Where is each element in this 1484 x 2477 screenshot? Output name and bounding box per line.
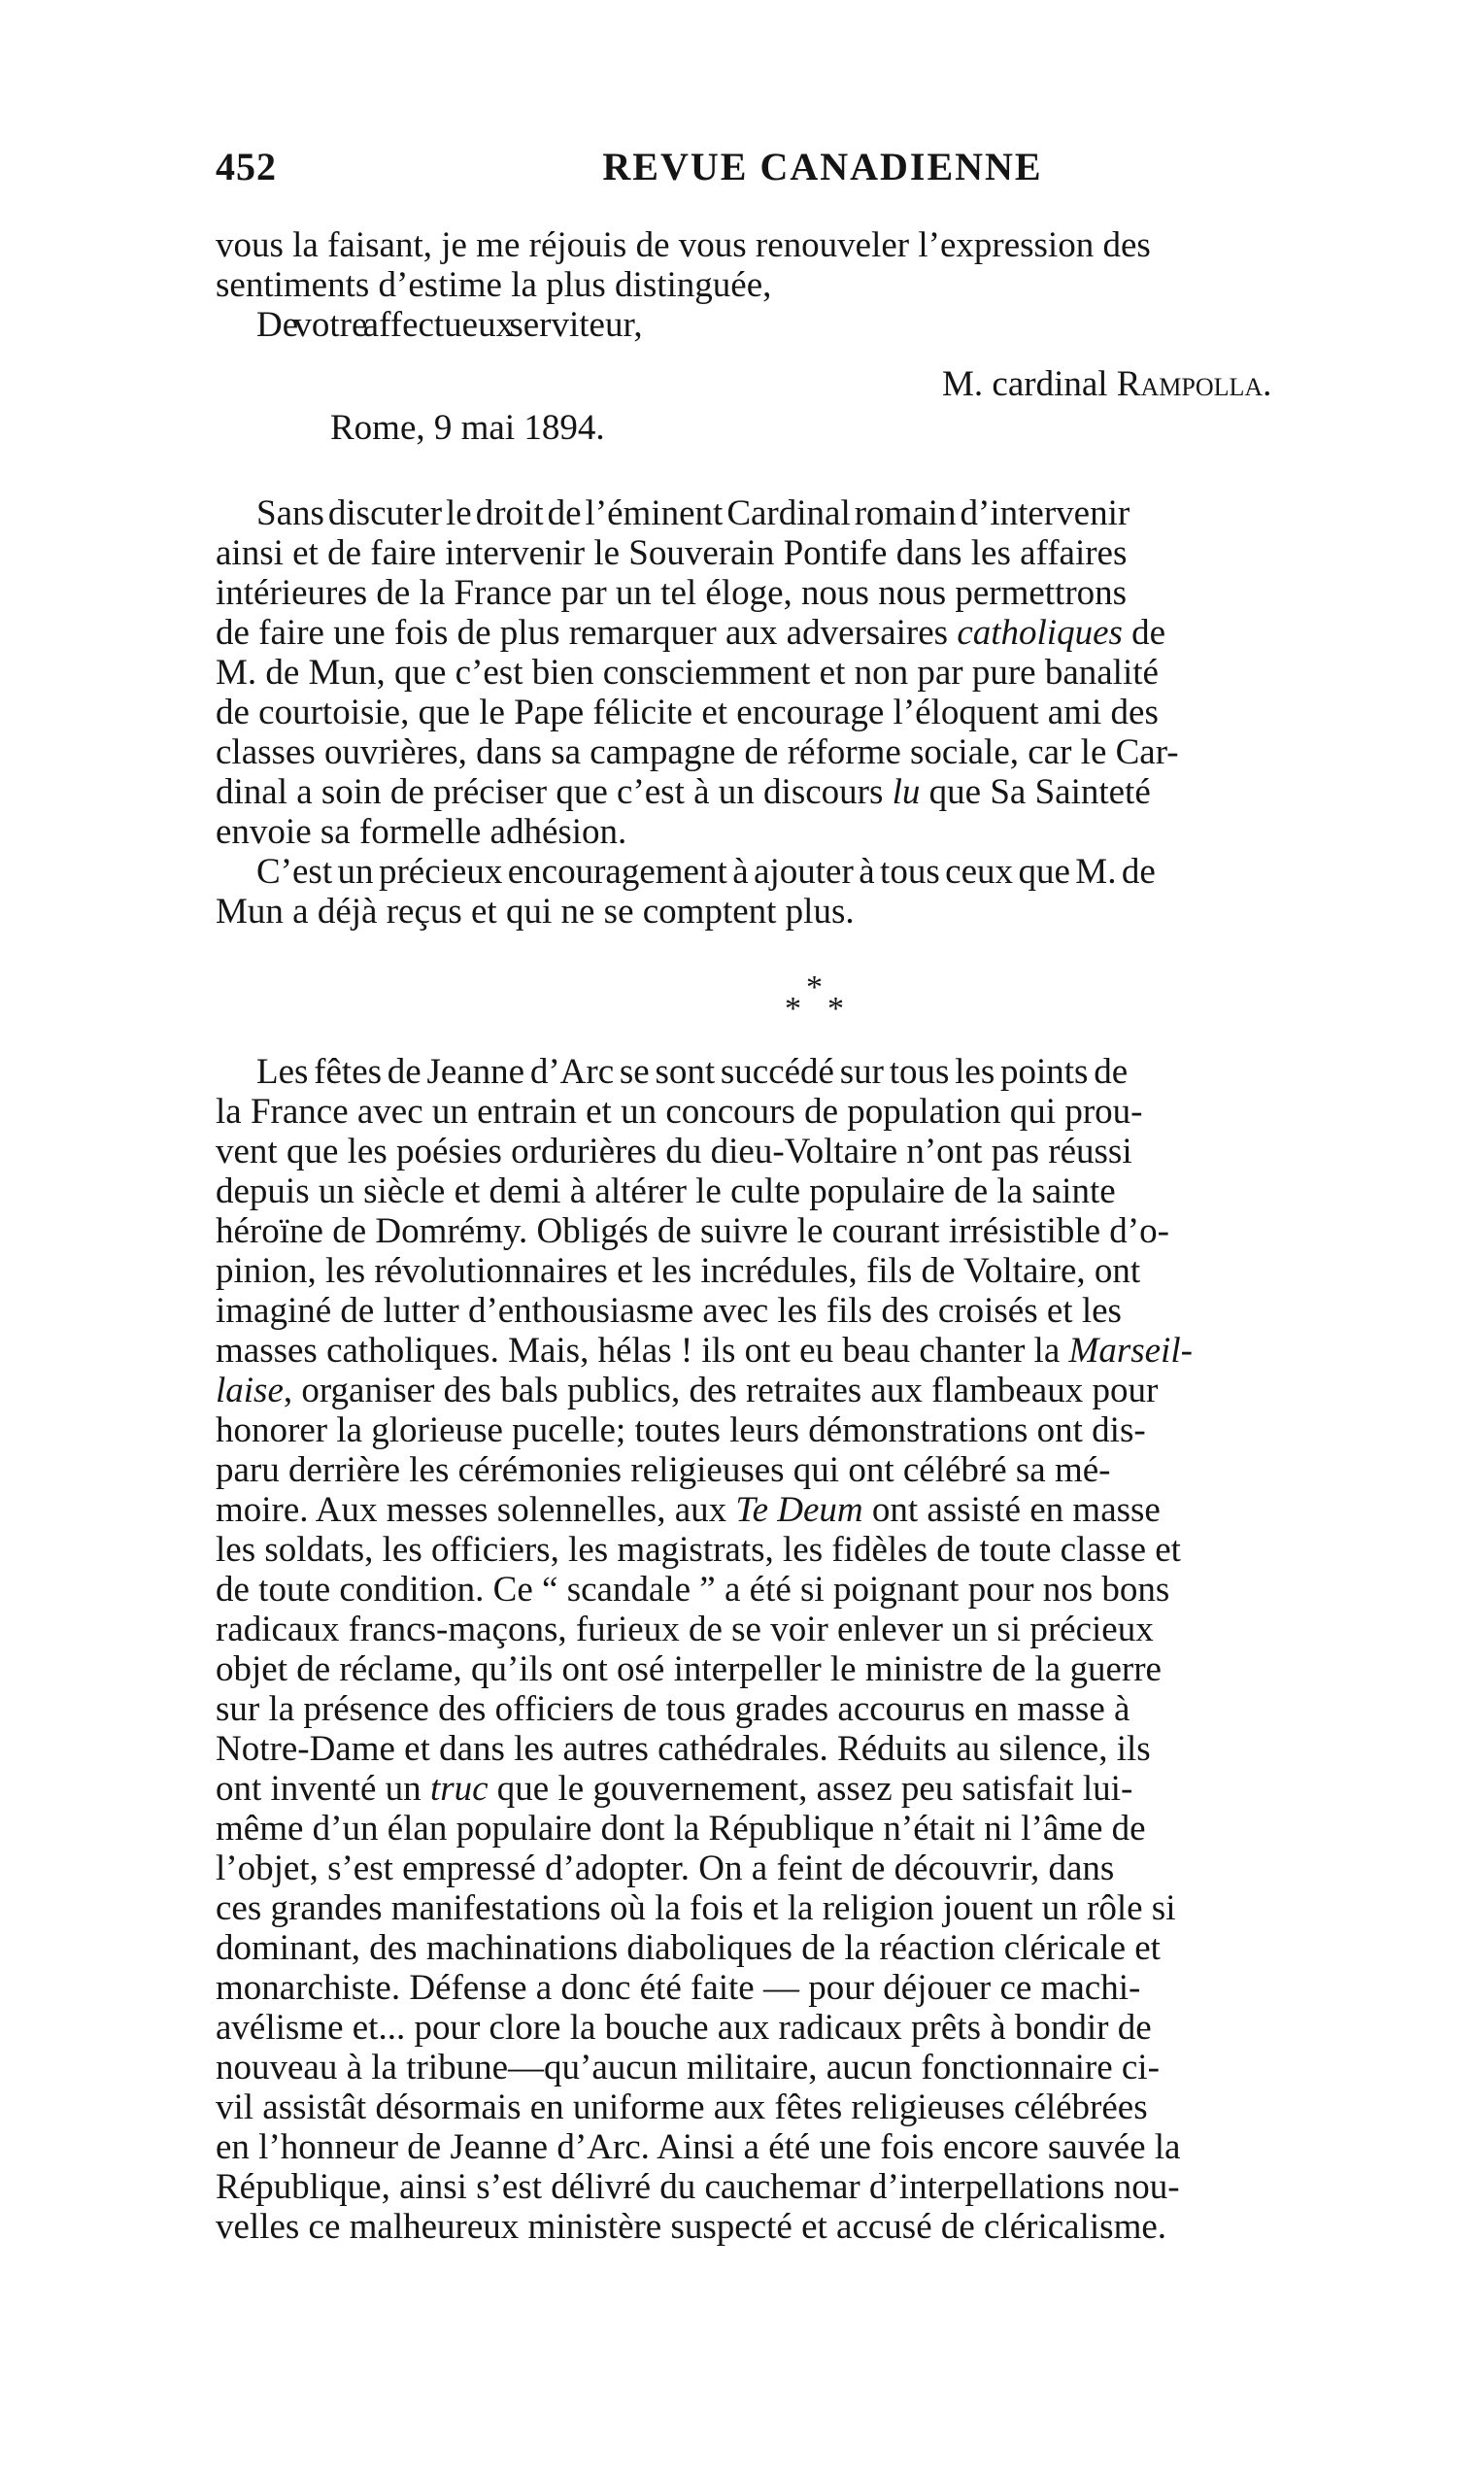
text-run: moire. Aux messes solennelles, aux — [216, 1490, 736, 1530]
text-line: M. de Mun, que c’est bien consciemment et non par pure banalité — [216, 653, 1159, 693]
signature — [942, 364, 1271, 404]
text-line — [216, 772, 1430, 812]
text-line: la France avec un entrain et un concours de population qui prou- — [216, 1092, 1143, 1132]
text-line: De votre affectueux serviteur, — [256, 305, 643, 345]
text-line — [216, 613, 1430, 653]
text-line: nouveau à la tribune—qu’aucun militaire, aucun fonctionnaire ci- — [216, 2048, 1160, 2087]
text-line: C’est un précieux encouragement à ajouter à tous ceux que M. de — [256, 852, 1156, 892]
page-header — [216, 144, 1430, 190]
text-line: même d’un élan populaire dont la République n’était ni l’âme de — [216, 1809, 1146, 1849]
text-line: objet de réclame, qu’ils ont osé interpeller le ministre de la guerre — [216, 1649, 1162, 1689]
letter-closing — [216, 225, 1430, 345]
text-run: que le gouvernement, assez peu satisfait lui- — [488, 1769, 1133, 1809]
text-line: l’objet, s’est empressé d’adopter. On a feint de découvrir, dans — [216, 1849, 1115, 1888]
asterisk-glyph: * — [785, 991, 801, 1027]
text-line: Notre-Dame et dans les autres cathédrales. Réduits au silence, ils — [216, 1729, 1151, 1769]
italic-run: Marseil- — [1068, 1331, 1193, 1371]
text-run: que Sa Sainteté — [920, 772, 1151, 812]
text-line — [216, 1769, 1430, 1809]
text-line: vil assistât désormais en uniforme aux fêtes religieuses célébrées — [216, 2087, 1148, 2127]
text-line: sentiments d’estime la plus distinguée, — [216, 265, 772, 305]
paragraph-jeanne-darc — [216, 1052, 1430, 2247]
text-line: Les fêtes de Jeanne d’Arc se sont succédé sur tous les points de — [256, 1052, 1129, 1092]
text-line: de courtoisie, que le Pape félicite et encourage l’éloquent ami des — [216, 693, 1159, 732]
text-line: velles ce malheureux ministère suspecté et accusé de cléricalisme. — [216, 2207, 1167, 2247]
text-line: Sans discuter le droit de l’éminent Cardinal romain d’intervenir — [256, 493, 1130, 533]
italic-run: lu — [892, 772, 921, 812]
text-run: de — [1122, 613, 1166, 653]
text-line: classes ouvrières, dans sa campagne de réforme sociale, car le Car- — [216, 732, 1179, 772]
text-line: les soldats, les officiers, les magistrats, les fidèles de toute classe et — [216, 1530, 1181, 1570]
text-line — [216, 1331, 1430, 1371]
italic-run: laise — [216, 1371, 284, 1410]
text-line: sur la présence des officiers de tous grades accourus en masse à — [216, 1689, 1130, 1729]
text-line: envoie sa formelle adhésion. — [216, 812, 627, 852]
text-run: , organiser des bals publics, des retraites aux flambeaux pour — [283, 1371, 1159, 1410]
signature-name: Rampolla. — [1116, 364, 1272, 404]
text-line: héroïne de Domrémy. Obligés de suivre le courant irrésistible d’o- — [216, 1211, 1169, 1251]
text-line: monarchiste. Défense a donc été faite — pour déjouer ce machi- — [216, 1968, 1141, 2008]
text-line: honorer la glorieuse pucelle; toutes leurs démonstrations ont dis- — [216, 1410, 1146, 1450]
text-line: ces grandes manifestations où la fois et la religion jouent un rôle si — [216, 1888, 1176, 1928]
signature-prefix: M. cardinal — [942, 364, 1117, 404]
text-line: République, ainsi s’est délivré du cauchemar d’interpellations nou- — [216, 2167, 1180, 2207]
text-line: radicaux francs-maçons, furieux de se voir enlever un si précieux — [216, 1610, 1154, 1649]
text-line: dominant, des machinations diaboliques de la réaction cléricale et — [216, 1928, 1161, 1968]
asterism-separator — [785, 969, 844, 1027]
text-run: masses catholiques. Mais, hélas ! ils ont eu beau chanter la — [216, 1331, 1069, 1371]
asterisk-glyph: * — [806, 969, 823, 1005]
text-line: ainsi et de faire intervenir le Souverain Pontife dans les affaires — [216, 533, 1128, 573]
text-line: de toute condition. Ce “ scandale ” a été si poignant pour nos bons — [216, 1570, 1170, 1610]
running-title: REVUE CANADIENNE — [602, 145, 1043, 188]
text-line: en l’honneur de Jeanne d’Arc. Ainsi a été une fois encore sauvée la — [216, 2127, 1181, 2167]
paragraph-commentary — [216, 493, 1430, 932]
asterisk-glyph: * — [827, 991, 844, 1027]
text-line — [216, 1490, 1430, 1530]
text-line: Mun a déjà reçus et qui ne se comptent plus. — [216, 892, 855, 932]
text-line: depuis un siècle et demi à altérer le culte populaire de la sainte — [216, 1171, 1116, 1211]
text-run: ont assisté en masse — [862, 1490, 1161, 1530]
text-line: pinion, les révolutionnaires et les incrédules, fils de Voltaire, ont — [216, 1251, 1141, 1291]
text-line: vent que les poésies ordurières du dieu-Voltaire n’ont pas réussi — [216, 1132, 1132, 1171]
text-run: de faire une fois de plus remarquer aux adversaires — [216, 613, 958, 653]
italic-run: Te Deum — [735, 1490, 863, 1530]
text-run: ont inventé un — [216, 1769, 430, 1809]
text-line: avélisme et... pour clore la bouche aux radicaux prêts à bondir de — [216, 2008, 1152, 2048]
text-line — [216, 1371, 1430, 1410]
page-number: 452 — [216, 145, 277, 188]
text-run: dinal a soin de préciser que c’est à un discours — [216, 772, 893, 812]
italic-run: truc — [429, 1769, 489, 1809]
text-line: paru derrière les cérémonies religieuses qui ont célébré sa mé- — [216, 1450, 1111, 1490]
dateline: Rome, 9 mai 1894. — [330, 408, 605, 448]
text-line: intérieures de la France par un tel éloge, nous nous permettrons — [216, 573, 1128, 613]
text-line: imaginé de lutter d’enthousiasme avec les fils des croisés et les — [216, 1291, 1122, 1331]
italic-run: catholiques — [957, 613, 1123, 653]
text-line: vous la faisant, je me réjouis de vous renouveler l’expression des — [216, 225, 1151, 265]
